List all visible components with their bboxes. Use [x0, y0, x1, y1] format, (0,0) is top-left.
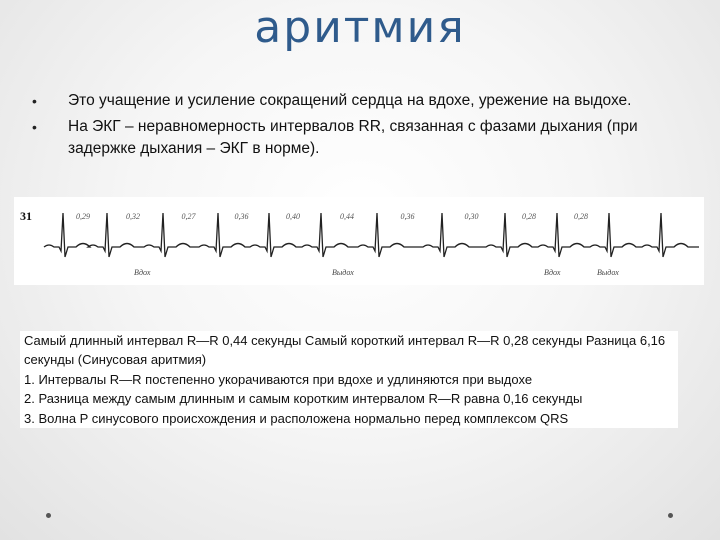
explanation-line: 1. Интервалы R—R постепенно укорачиваются при вдохе и удлиняются при выдохе	[24, 371, 533, 387]
bullet-icon: •	[32, 119, 37, 135]
slide-title: аритмия	[254, 2, 466, 53]
bullet-list	[30, 90, 670, 164]
ecg-interval-label: 0,36	[234, 212, 249, 221]
ecg-phase-label: Вдох	[544, 268, 561, 277]
explanation-line: 2. Разница между самым длинным и самым коротким интервалом R—R равна 0,16 секунды	[24, 391, 583, 407]
ecg-phase-label: Вдох	[134, 268, 151, 277]
ecg-interval-label: 0,30	[464, 212, 479, 221]
ecg-strip-image	[14, 197, 704, 285]
bullet-text: На ЭКГ – неравномерность интервалов RR, связанная с фазами дыхания (при задержке дыхания – ЭКГ в норме).	[68, 118, 638, 157]
ecg-figure-number: 31	[20, 209, 32, 223]
ecg-interval-label: 0,44	[340, 212, 354, 221]
ecg-interval-label: 0,36	[400, 212, 415, 221]
bullet-icon: •	[32, 93, 37, 109]
ecg-interval-label: 0,27	[181, 212, 196, 221]
ecg-trace	[14, 197, 704, 285]
ecg-interval-label: 0,32	[126, 212, 140, 221]
bullet-item	[30, 90, 670, 112]
explanation-line: 3. Волна P синусового происхождения и расположена нормально перед комплексом QRS	[24, 410, 569, 426]
ecg-interval-label: 0,29	[76, 212, 90, 221]
ecg-interval-label: 0,28	[522, 212, 536, 221]
slide-corner-dot	[668, 513, 673, 518]
ecg-interval-label: 0,28	[574, 212, 588, 221]
bullet-text: Это учащение и усиление сокращений сердца на вдохе, урежение на выдохе.	[68, 92, 632, 109]
explanation-box	[20, 331, 678, 428]
ecg-phase-label: Выдох	[332, 268, 354, 277]
ecg-interval-label: 0,40	[286, 212, 300, 221]
bullet-item	[30, 116, 670, 160]
slide-corner-dot	[46, 513, 51, 518]
explanation-line: Самый длинный интервал R—R 0,44 секунды Самый короткий интервал R—R 0,28 секунды Разница 6,16 секунды (Синусовая аритмия)	[24, 333, 666, 368]
ecg-phase-label: Выдох	[597, 268, 619, 277]
